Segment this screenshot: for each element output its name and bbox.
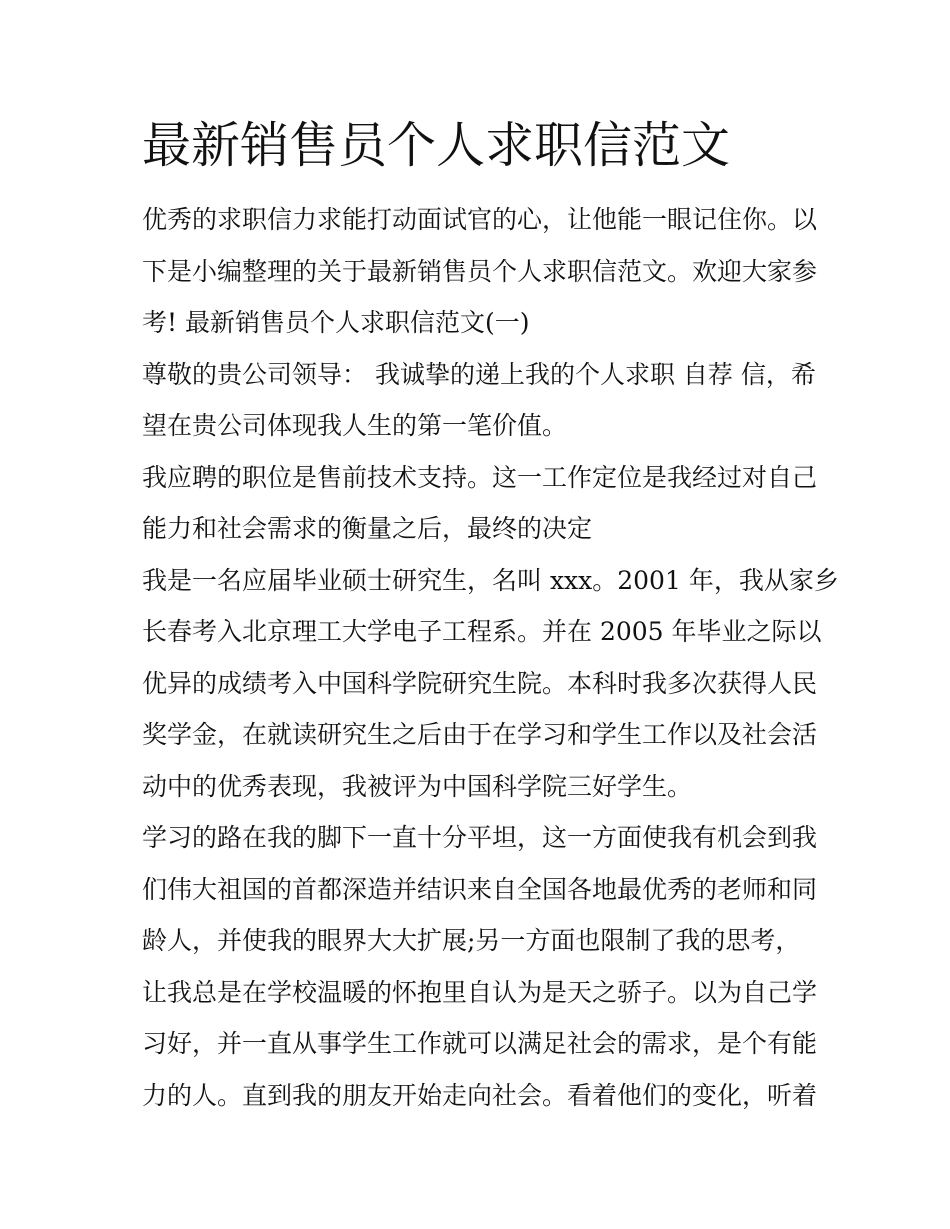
body-line: 长春考入北京理工大学电子工程系。并在 2005 年毕业之际以 xyxy=(142,617,822,646)
body-line: 动中的优秀表现，我被评为中国科学院三好学生。 xyxy=(142,771,693,801)
body-line: 下是小编整理的关于最新销售员个人求职信范文。欢迎大家参 xyxy=(142,256,818,286)
body-line: 望在贵公司体现我人生的第一笔价值。 xyxy=(142,411,568,440)
body-line: 习好，并一直从事学生工作就可以满足社会的需求，是个有能 xyxy=(142,1029,818,1058)
body-line: 我是一名应届毕业硕士研究生，名叫 xxx。2001 年，我从家乡 xyxy=(142,565,839,595)
body-line: 优秀的求职信力求能打动面试官的心，让他能一眼记住你。以 xyxy=(142,205,818,234)
body-line: 尊敬的贵公司领导： 我诚挚的递上我的个人求职 自荐 信，希 xyxy=(142,359,816,389)
body-line: 力的人。直到我的朋友开始走向社会。看着他们的变化，听着 xyxy=(142,1080,818,1110)
document-body xyxy=(142,194,839,1121)
body-line: 学习的路在我的脚下一直十分平坦，这一方面使我有机会到我 xyxy=(142,823,818,852)
body-line: 优异的成绩考入中国科学院研究生院。本科时我多次获得人民 xyxy=(142,668,818,698)
body-line: 我应聘的职位是售前技术支持。这一工作定位是我经过对自己 xyxy=(142,462,818,492)
document-title: 最新销售员个人求职信范文 xyxy=(142,117,731,174)
body-line: 奖学金，在就读研究生之后由于在学习和学生工作以及社会活 xyxy=(142,720,818,749)
body-line: 能力和社会需求的衡量之后，最终的决定 xyxy=(142,514,593,543)
body-line: 们伟大祖国的首都深造并结识来自全国各地最优秀的老师和同 xyxy=(142,874,818,904)
body-line: 考! 最新销售员个人求职信范文(一) xyxy=(142,308,530,337)
body-line: 让我总是在学校温暖的怀抱里自认为是天之骄子。以为自己学 xyxy=(142,977,818,1007)
body-line: 龄人，并使我的眼界大大扩展;另一方面也限制了我的思考， xyxy=(142,926,801,955)
